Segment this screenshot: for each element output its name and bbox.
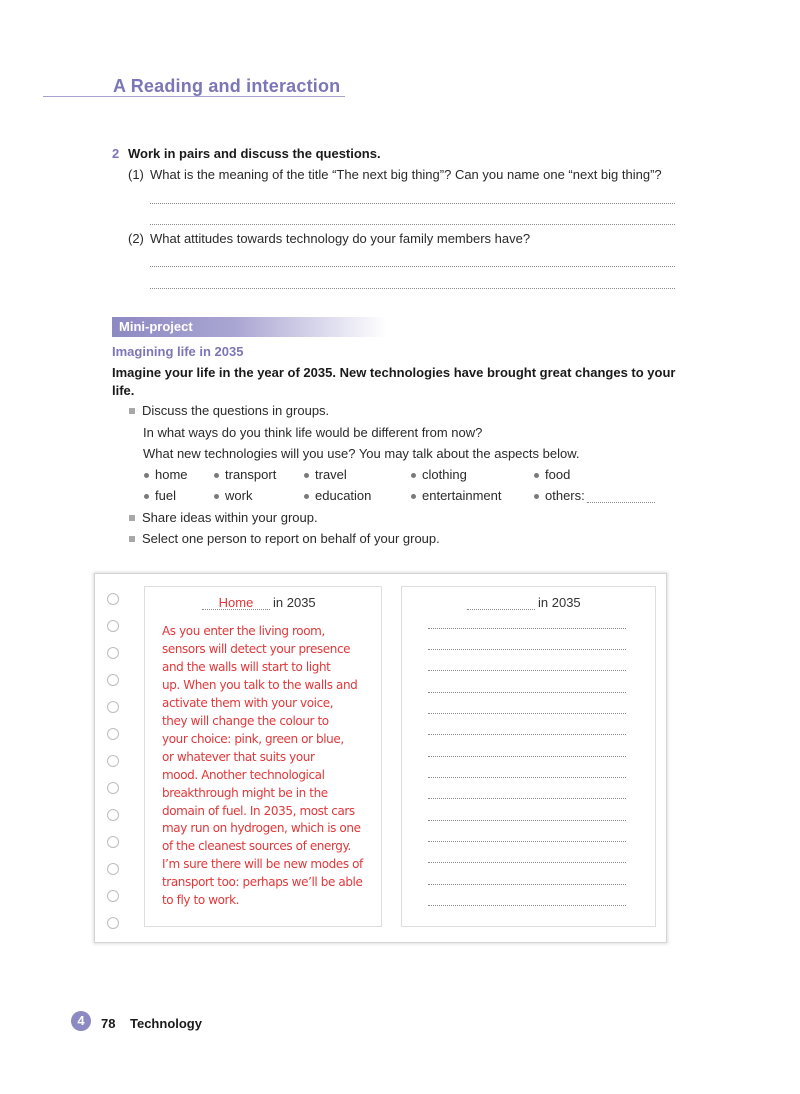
binder-ring-icon <box>107 701 119 713</box>
example-line: or whatever that suits your <box>162 749 315 764</box>
mini-project-label: Mini-project <box>119 319 193 334</box>
aspect-item: clothing <box>422 467 467 482</box>
bullet-dot-icon <box>144 494 149 499</box>
section-title: A Reading and interaction <box>113 76 341 96</box>
bullet-dot-icon <box>534 473 539 478</box>
example-line: sensors will detect your presence <box>162 641 351 656</box>
square-bullet-icon <box>129 515 135 521</box>
binder-ring-icon <box>107 890 119 902</box>
step-text: In what ways do you think life would be different from now? <box>143 425 483 440</box>
writing-line[interactable] <box>428 734 626 735</box>
binder-ring-icon <box>107 863 119 875</box>
binder-ring-icon <box>107 809 119 821</box>
writing-line[interactable] <box>428 670 626 671</box>
writing-line[interactable] <box>428 649 626 650</box>
binder-ring-icon <box>107 782 119 794</box>
writing-line[interactable] <box>428 628 626 629</box>
writing-line[interactable] <box>428 884 626 885</box>
binder-ring-icon <box>107 674 119 686</box>
answer-line[interactable] <box>150 288 675 289</box>
bullet-dot-icon <box>214 473 219 478</box>
bullet-dot-icon <box>304 473 309 478</box>
answer-line[interactable] <box>150 266 675 267</box>
unit-title: Technology <box>130 1016 202 1031</box>
card-title-suffix: in 2035 <box>273 595 316 610</box>
example-line: your choice: pink, green or blue, <box>162 731 344 746</box>
mini-project-subtitle: Imagining life in 2035 <box>112 344 244 359</box>
answer-line[interactable] <box>150 224 675 225</box>
binder-ring-icon <box>107 917 119 929</box>
step-text: Select one person to report on behalf of your group. <box>142 531 440 546</box>
example-line: up. When you talk to the walls and <box>162 677 358 692</box>
others-blank[interactable] <box>587 502 655 503</box>
square-bullet-icon <box>129 536 135 542</box>
example-paragraph <box>162 623 372 910</box>
example-line: breakthrough might be in the <box>162 785 328 800</box>
example-line: As you enter the living room, <box>162 624 325 638</box>
writing-line[interactable] <box>428 820 626 821</box>
question-2-label: (2) <box>128 231 144 246</box>
bullet-dot-icon <box>411 494 416 499</box>
task-title: Work in pairs and discuss the questions. <box>128 146 381 161</box>
example-line: they will change the colour to <box>162 713 329 728</box>
bullet-dot-icon <box>534 494 539 499</box>
writing-line[interactable] <box>428 862 626 863</box>
section-divider <box>43 96 345 97</box>
writing-line[interactable] <box>428 777 626 778</box>
step-text: Share ideas within your group. <box>142 510 318 525</box>
question-1-label: (1) <box>128 167 144 182</box>
bullet-dot-icon <box>214 494 219 499</box>
example-line: and the walls will start to light <box>162 659 331 674</box>
writing-line[interactable] <box>428 756 626 757</box>
writing-line[interactable] <box>428 713 626 714</box>
card-title-suffix: in 2035 <box>538 595 581 610</box>
binder-ring-icon <box>107 620 119 632</box>
writing-line[interactable] <box>428 798 626 799</box>
example-line: of the cleanest sources of energy. <box>162 839 351 854</box>
question-2-text: What attitudes towards technology do your family members have? <box>150 231 531 246</box>
aspect-item: home <box>155 467 188 482</box>
binder-ring-icon <box>107 836 119 848</box>
binder-ring-icon <box>107 755 119 767</box>
example-line: transport too: perhaps we’ll be able <box>162 875 363 890</box>
aspect-item: entertainment <box>422 488 502 503</box>
example-line: mood. Another technological <box>162 767 325 782</box>
bullet-dot-icon <box>144 473 149 478</box>
example-line: domain of fuel. In 2035, most cars <box>162 803 355 818</box>
unit-badge: 4 <box>71 1011 91 1031</box>
example-line: I’m sure there will be new modes of <box>162 857 363 872</box>
writing-line[interactable] <box>428 841 626 842</box>
binder-ring-icon <box>107 593 119 605</box>
task-number: 2 <box>112 146 120 161</box>
writing-line[interactable] <box>428 692 626 693</box>
aspect-item: work <box>225 488 253 503</box>
example-line: activate them with your voice, <box>162 695 334 710</box>
question-1-text: What is the meaning of the title “The next big thing”? Can you name one “next big thing”? <box>150 167 662 182</box>
aspect-item: travel <box>315 467 347 482</box>
card-title-filled: Home <box>218 595 254 610</box>
example-line: to fly to work. <box>162 893 240 908</box>
answer-line[interactable] <box>150 203 675 204</box>
aspect-item: food <box>545 467 571 482</box>
aspect-item: education <box>315 488 372 503</box>
title-blank[interactable] <box>467 609 535 610</box>
binder-ring-icon <box>107 728 119 740</box>
aspect-item: others: <box>545 488 585 503</box>
step-text: Discuss the questions in groups. <box>142 403 330 418</box>
example-line: may run on hydrogen, which is one <box>162 821 361 836</box>
bullet-dot-icon <box>411 473 416 478</box>
binder-ring-icon <box>107 647 119 659</box>
bullet-dot-icon <box>304 494 309 499</box>
mini-project-intro: Imagine your life in the year of 2035. New technologies have brought great changes to your life. <box>112 365 676 398</box>
writing-line[interactable] <box>428 905 626 906</box>
step-text: What new technologies will you use? You may talk about the aspects below. <box>143 446 580 461</box>
page-number: 78 <box>101 1016 116 1031</box>
aspect-item: transport <box>225 467 277 482</box>
square-bullet-icon <box>129 408 135 414</box>
aspect-item: fuel <box>155 488 176 503</box>
